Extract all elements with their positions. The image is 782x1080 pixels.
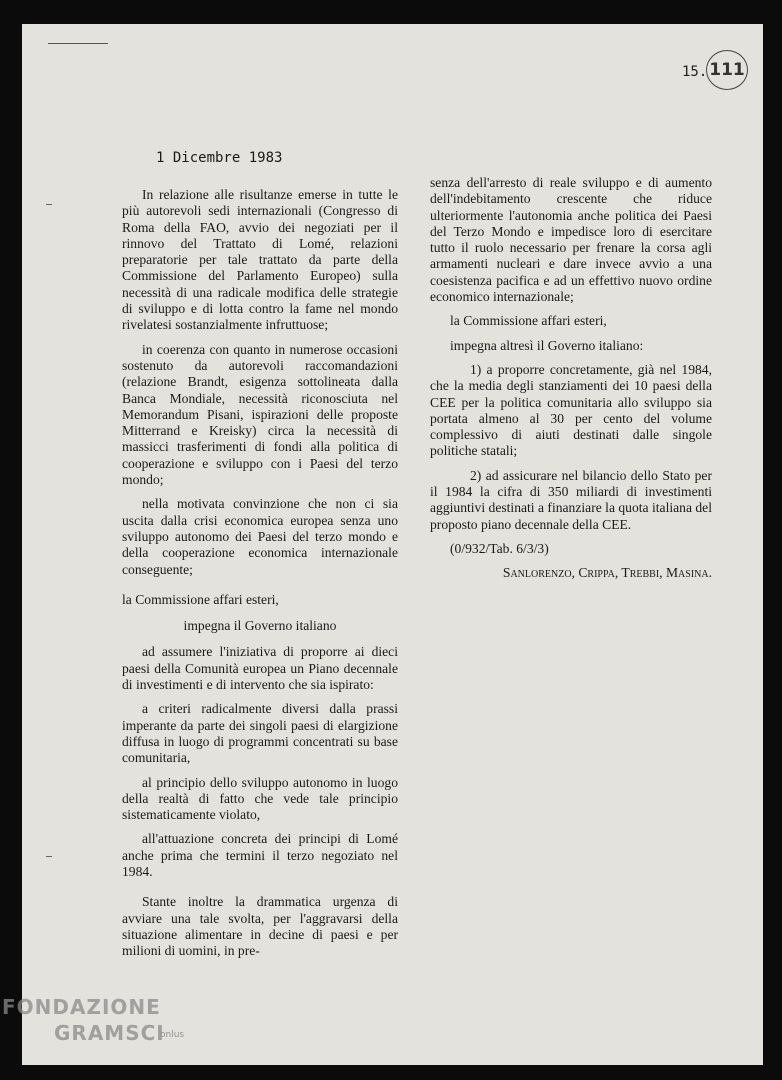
document-page [22, 24, 763, 1065]
commitment-heading: impegna altresì il Governo italiano: [450, 337, 644, 353]
document-reference: (0/932/Tab. 6/3/3) [450, 540, 549, 556]
signatories: Sanlorenzo, Crippa, Trebbi, Masina. [502, 565, 712, 581]
list-item: 2) ad assicurare nel bilancio dello Stato per il 1984 la cifra di 350 miliardi di investimenti aggiuntivi destinati a finanziare la quota italiana del proposto piano decennale della CEE. [430, 467, 712, 532]
margin-mark [46, 204, 52, 205]
page-number: 15. [682, 64, 708, 80]
paragraph: in coerenza con quanto in numerose occasioni sostenuto da autorevoli raccomandazioni (relazione Brandt, esigenza sottolineata dalla Banca Mondiale, necessità riconosciuta nel Memorandum Pisani, ispirazioni delle proposte Mitterrand e Kreisky) circa la necessità di massicci trasferimenti di fondi alla politica di cooperazione e sviluppo con i Paesi del terzo mondo; [122, 341, 398, 488]
paragraph: al principio dello sviluppo autonomo in luogo della realtà di fatto che vede tale principio sistematicamente violato, [122, 774, 398, 823]
paragraph: senza dell'arresto di reale sviluppo e di aumento dell'indebitamento crescente che riduce ulteriormente l'autonomia anche politica dei Paesi del Terzo Mondo e impedisce loro di esercitare tutto il ruolo necessario per frenare la corsa agli armamenti nucleari e dare invece avvio a una coesistenza pacifica e ad un effettivo nuovo ordine economico internazionale; [430, 175, 712, 305]
watermark-sub: onlus [160, 1030, 185, 1040]
paragraph: Stante inoltre la drammatica urgenza di avviare una tale svolta, per l'aggravarsi della situazione alimentare in decine di paesi e per milioni di uomini, in pre- [122, 894, 398, 959]
commission-heading: la Commissione affari esteri, [450, 313, 607, 329]
watermark-line: FONDAZIONE [2, 995, 161, 1019]
top-rule [48, 43, 108, 44]
paragraph: a criteri radicalmente diversi dalla prassi imperante da parte dei singoli paesi di elargizione diffusa in luogo di programmi concentrati su base comunitaria, [122, 701, 398, 766]
commitment-heading: impegna il Governo italiano [183, 618, 337, 634]
paragraph: ad assumere l'iniziativa di proporre ai dieci paesi della Comunità europea un Piano decennale di investimenti e di intervento che sia ispirato: [122, 644, 398, 693]
commission-heading: la Commissione affari esteri, [122, 591, 279, 607]
margin-mark [46, 856, 52, 857]
paragraph: all'attuazione concreta dei principi di Lomé anche prima che termini il terzo negoziato nel 1984. [122, 831, 398, 879]
paragraph: In relazione alle risultanze emerse in tutte le più autorevoli sedi internazionali (Congresso di Roma della FAO, avvio dei negoziati per il rinnovo del Trattato di Lomé, relazioni preparatorie per tale trattato da parte della Commissione del Parlamento Europeo) sulla necessità di una radicale modifica delle strategie di sviluppo e di lotta contro la fame nel mondo rivelatesi sostanzialmente infruttuose; [122, 187, 398, 333]
archive-watermark [2, 994, 185, 1046]
list-item: 1) a proporre concretamente, già nel 1984, che la media degli stanziamenti dei 10 paesi della CEE per la politica comunitaria allo sviluppo sia portata almeno al 30 per cento del volume complessivo di aiuti destinati dalle singole politiche statali; [430, 361, 712, 459]
paragraph: nella motivata convinzione che non ci sia uscita dalla crisi economica europea senza uno sviluppo autonomo dei Paesi del terzo mondo e della cooperazione economica internazionale conseguente; [122, 496, 398, 577]
page-number-circled: 111 [706, 50, 748, 90]
document-date: 1 Dicembre 1983 [156, 150, 283, 166]
watermark-line: GRAMSCI [54, 1021, 165, 1045]
left-column [122, 187, 398, 967]
right-column [430, 175, 712, 590]
